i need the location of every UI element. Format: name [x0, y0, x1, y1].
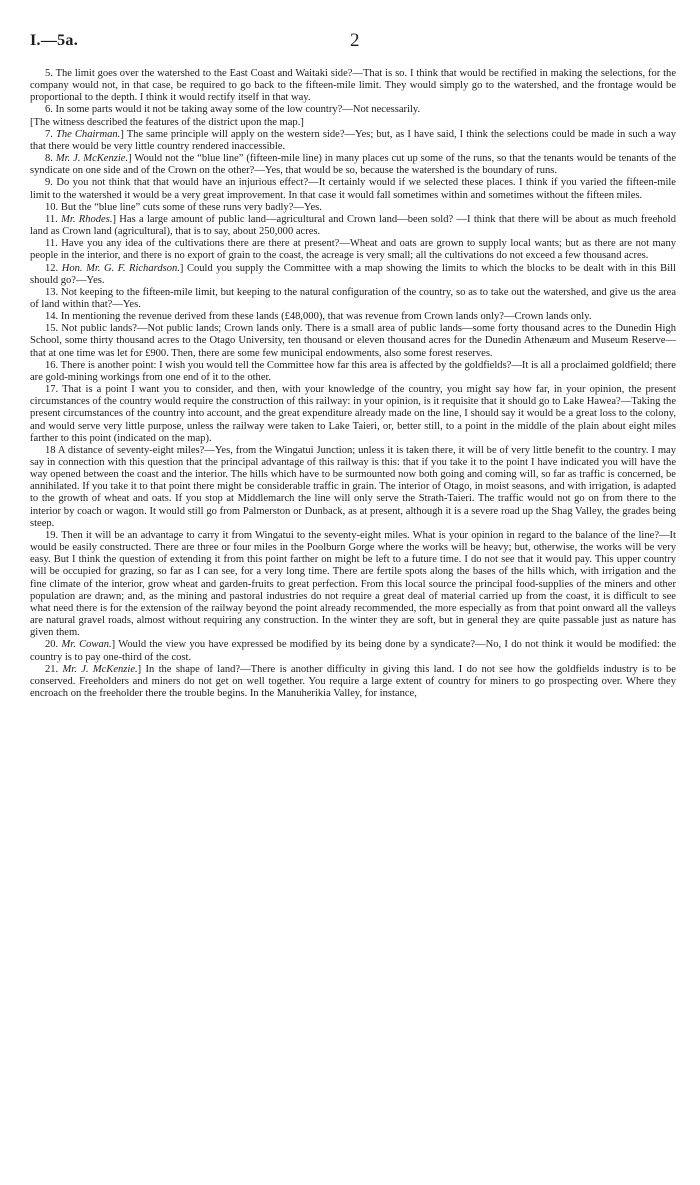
paragraph-lead: 19. Then it will be an advantage to carry it from Wingatui to the seventy-eight miles. What is your opinion in regard to the balance of the line?—It would be easily constructed. There are three or four miles in the Poolburn Gorge where the works will be heavy; but, otherwise, the works will be very easy. But I think the question of extending it from this point farther on might be left to a future time. I do not see that it would pay. This upper country will be occupied for grazing, so far as I can see, for a very long time. There are fertile spots along the bases of the hills which, with irrigation and the fine climate of the interior, grow wheat and garden-fruits to great perfection. From this local source the principal food-supplies of the miners and other population are drawn; and, as the mining and pastoral industries do not require a great deal of material carried up from the coast, it is difficult to see what need there is for the extension of the railway beyond the point already recommended, the more especially as from that point onward all the valleys are natural gravel roads, almost without requiring any construction. In the winter they are soft, but in general they are quite passable just as nature has given them. [30, 529, 676, 639]
paper-reference: I.—5a. [30, 32, 79, 49]
question-paragraph [30, 177, 676, 201]
question-paragraph [30, 129, 676, 153]
paragraph-lead: 18 A distance of seventy-eight miles?—Yes, from the Wingatui Junction; unless it is taken there, it will be of very little benefit to the country. I may say in connection with this question that the principal advantage of this railway is this: that if you take it to the point I have indicated you will have the way opened between the coast and the interior. The hills which have to be surmounted now both going and coming will, so far as traffic is concerned, be annihilated. If you take it to that point there might be considerable traffic in grain. The interior of Otago, in moist seasons, and with irrigation, is adapted to the growth of wheat and oats. If you stop at Middlemarch the line will only serve the Strath-Taieri. The traffic would not go on from there to the interior by coach or wagon. It would still go from Palmerston or Dunback, as at present, although it is a severe road up the Shag Valley, the grades being steep. [30, 444, 676, 529]
paragraph-lead: 14. In mentioning the revenue derived from these lands (£48,000), that was revenue from Crown lands only?—Crown lands only. [45, 311, 592, 323]
page-number: 2 [350, 30, 360, 51]
speaker-name: Mr. J. McKenzie. [62, 663, 138, 675]
question-paragraph [30, 323, 676, 359]
speaker-name: Mr. Cowan. [61, 639, 112, 651]
paragraph-lead: 12. [45, 262, 59, 274]
paragraph-lead: 10. But the “blue line” cuts some of these runs very badly?—Yes. [45, 201, 322, 213]
paragraph-lead: 11. [45, 213, 58, 225]
question-paragraph [30, 68, 676, 104]
paragraph-lead: 16. There is another point: I wish you would tell the Committee how far this area is affected by the goldfields?—It is all a proclaimed goldfield; there are gold-mining workings from one end of it to the other. [30, 359, 676, 383]
paragraph-lead: 11. Have you any idea of the cultivations there are there at present?—Wheat and oats are grown to supply local wants; but as there are not many people in the interior, and there is no export of grain to the coast, the acreage is very small; all the cultivations do not exceed a few thousand acres. [30, 238, 676, 262]
question-paragraph [30, 311, 676, 323]
question-paragraph [30, 214, 676, 238]
paragraph-lead: 20. [45, 639, 59, 651]
speaker-name: The Chairman. [56, 128, 121, 140]
paragraph-text: ] Would the view you have expressed be modified by its being done by a syndicate?—No, I do not think it would be modified: the country is to pay one-third of the cost. [30, 639, 676, 663]
paragraph-lead: 17. That is a point I want you to consider, and then, with your knowledge of the country, you might say how far, in your opinion, the present circumstances of the country would require the construction of this railway: in your opinion, is it requisite that it should go to Lake Hawea?—Taking the present circumstances of the country into account, and the great expenditure already made on the line, I should say it would be a great loss to the colony, and would serve very little purpose, unless the railway were taken to Lake Taieri, or, better still, to a point in the middle of the plain about eight miles farther to this point (indicated on the map). [30, 384, 676, 444]
paragraph-text: ] The same principle will apply on the western side?—Yes; but, as I have said, I think the selections could be made in such a way that there would be very little country rendered inaccessible. [30, 128, 677, 152]
paragraph-lead: [The witness described the features of the district upon the map.] [30, 116, 304, 128]
editorial-note [30, 117, 676, 129]
paragraph-lead: 5. The limit goes over the watershed to the East Coast and Waitaki side?—That is so. I think that would be rectified in making the selections, for the company would not, in that case, be required to go back to the fifteen-mile limit. They would simply go to the watershed, and the frontage would be proportional to the depth. I think it would rectify itself in that way. [30, 68, 676, 104]
paragraph-lead: 13. Not keeping to the fifteen-mile limit, but keeping to the natural configuration of the country, so as to take out the watershed, and give us the area of land within that?—Yes. [30, 286, 676, 310]
paragraph-lead: 6. In some parts would it not be taking away some of the low country?—Not necessarily. [45, 104, 421, 116]
paragraph-text: ] Has a large amount of public land—agricultural and Crown land—been sold? —I think that there will be about as much freehold land as Crown land (agricultural), that is to say, about 250,000 acres. [30, 213, 676, 238]
body-text [30, 68, 676, 700]
speaker-name: Mr. Rhodes. [61, 213, 113, 225]
paragraph-lead: 15. Not public lands?—Not public lands; Crown lands only. There is a small area of public lands—some forty thousand acres to the Dunedin High School, some thirty thousand acres to the Otago University, ten thousand or eleven thousand acres for the Dunedin Athenæum and Museum Reserve—that at one time was let for £900. Then, there are some few municipal endowments, also some forest reserves. [30, 323, 676, 359]
paragraph-text: ] Would not the “blue line” (fifteen-mile line) in many places cut up some of the runs, so that the tenants would be tenants of the syndicate on one side and of the Crown on the other?—Yes, that would be so, because the watershed is the boundary of runs. [30, 153, 676, 177]
question-paragraph [30, 664, 676, 700]
question-paragraph [30, 104, 676, 116]
page-header [30, 30, 676, 56]
paragraph-lead: 7. [45, 128, 53, 140]
question-paragraph [30, 153, 676, 177]
question-paragraph [30, 530, 676, 639]
question-paragraph [30, 639, 676, 663]
question-paragraph [30, 202, 676, 214]
question-paragraph [30, 360, 676, 384]
paragraph-text: ] Could you supply the Committee with a map showing the limits to which the blocks to be dealt with in this Bill should go?—Yes. [30, 262, 676, 286]
question-paragraph [30, 445, 676, 530]
question-paragraph [30, 287, 676, 311]
question-paragraph [30, 384, 676, 445]
speaker-name: Mr. J. McKenzie. [55, 153, 129, 165]
speaker-name: Hon. Mr. G. F. Richardson. [61, 262, 180, 274]
paragraph-lead: 21. [45, 663, 59, 675]
question-paragraph [30, 263, 676, 287]
paragraph-lead: 9. Do you not think that that would have an injurious effect?—It certainly would if we selected these places. I think if you varied the fifteen-mile limit to the watershed it would be a very great improvement. In that case it would fall sometimes within and sometimes without the fifteen miles. [30, 177, 676, 201]
question-paragraph [30, 238, 676, 262]
paragraph-lead: 8. [45, 153, 53, 165]
paragraph-text: ] In the shape of land?—There is another difficulty in giving this land. I do not see how the goldfields industry is to be conserved. Freeholders and miners do not get on well together. You require a large extent of country for miners to go prospecting over. Where they encroach on the freeholder there the trouble begins. In the Manuherikia Valley, for instance, [30, 663, 676, 699]
